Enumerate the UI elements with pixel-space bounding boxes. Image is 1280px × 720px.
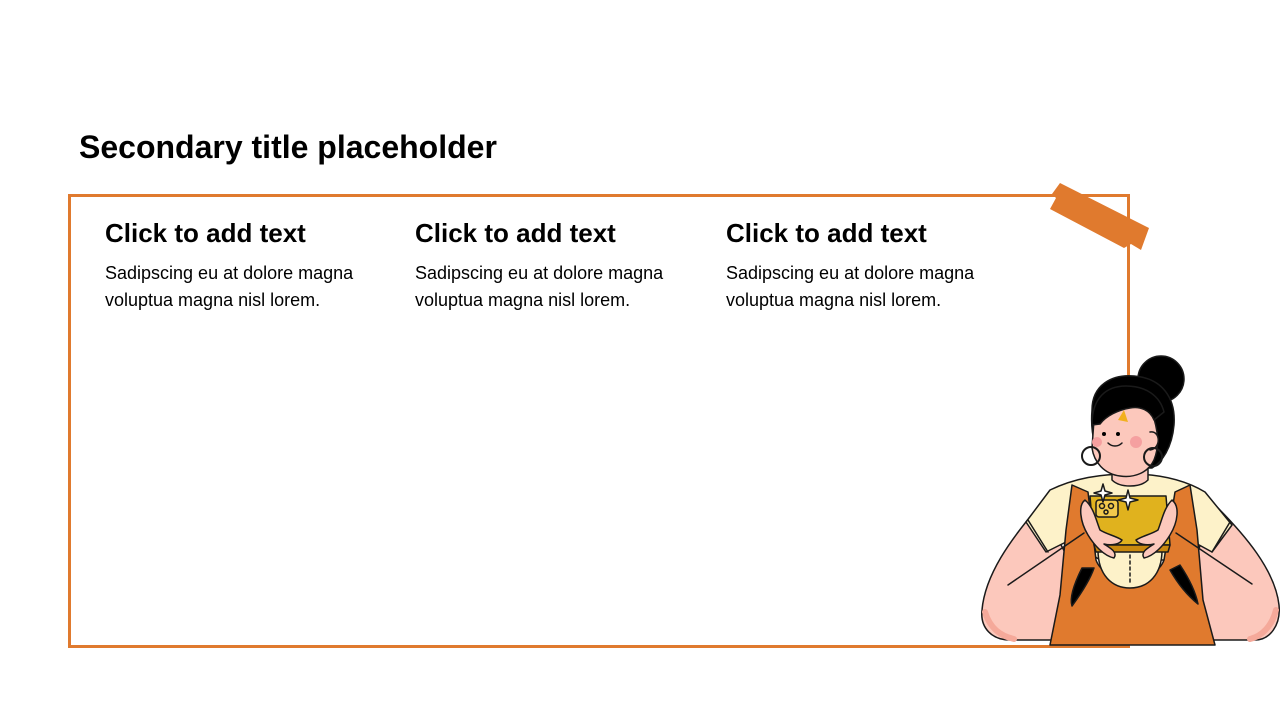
text-column-1 xyxy=(105,216,355,314)
text-column-3 xyxy=(726,216,976,314)
column-body[interactable]: Sadipscing eu at dolore magna voluptua magna nisl lorem. xyxy=(415,263,664,310)
column-heading[interactable]: Click to add text xyxy=(105,218,306,248)
column-heading[interactable]: Click to add text xyxy=(726,218,927,248)
column-body[interactable]: Sadipscing eu at dolore magna voluptua magna nisl lorem. xyxy=(105,263,354,310)
column-heading[interactable]: Click to add text xyxy=(415,218,616,248)
woman-with-phone-illustration xyxy=(975,350,1280,650)
column-body[interactable]: Sadipscing eu at dolore magna voluptua magna nisl lorem. xyxy=(726,263,975,310)
slide-title[interactable]: Secondary title placeholder xyxy=(79,129,497,165)
text-column-2 xyxy=(415,216,665,314)
